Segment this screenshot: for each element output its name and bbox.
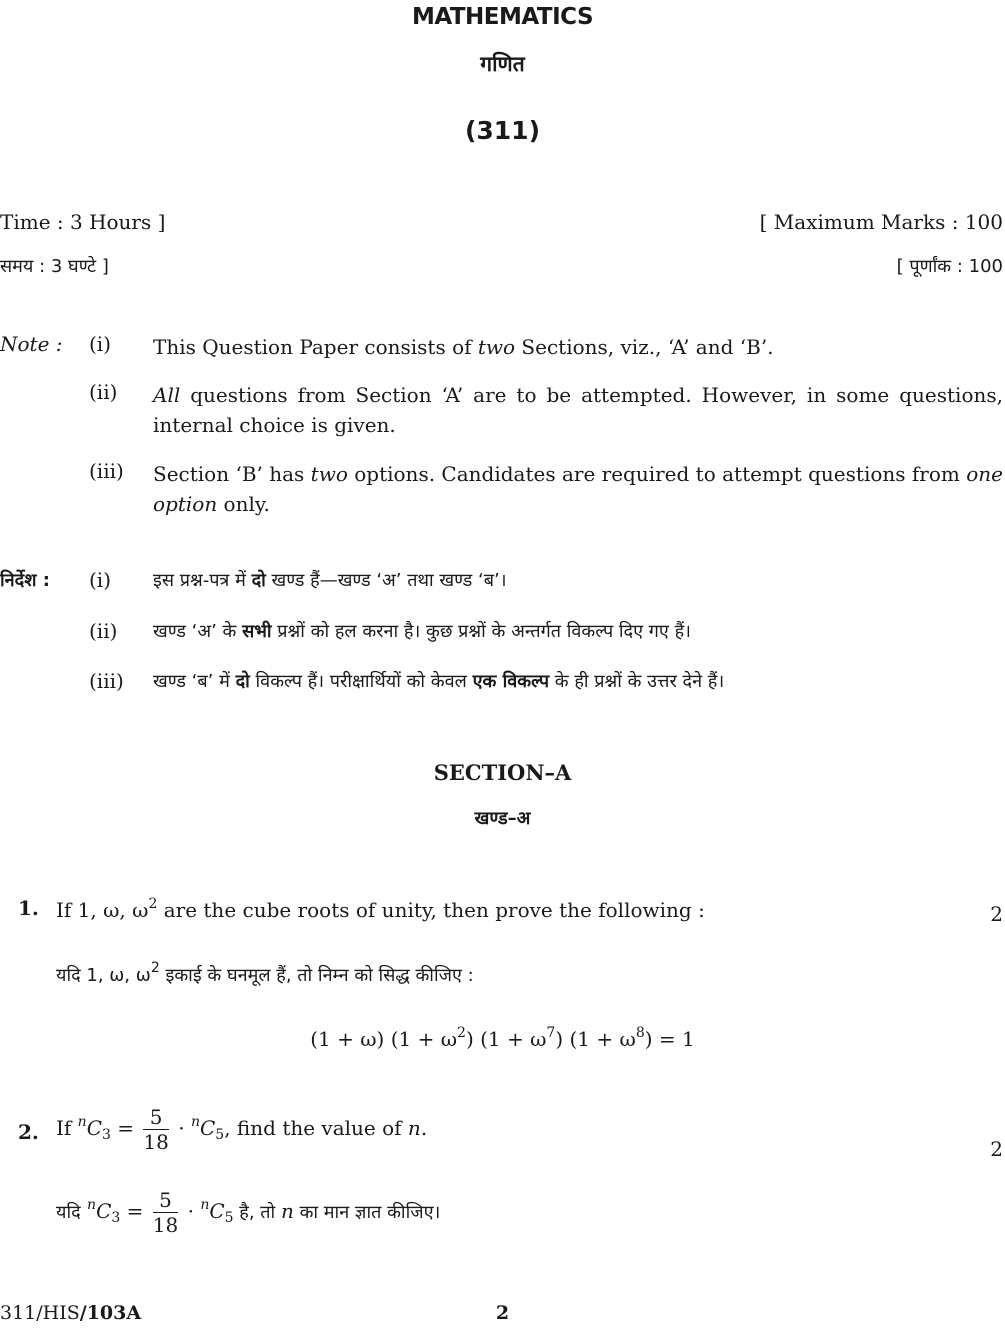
time-label-hindi: समय : 3 घण्टे ] <box>0 256 109 277</box>
paper-footer-code: 311/HIS/103A <box>0 1302 142 1324</box>
fraction: $\frac{5}{18}$ <box>152 1188 179 1237</box>
note-item-3: Section ‘B’ has two options. Candidates are required to attempt questions from one option only. <box>153 462 1003 516</box>
note-item-number: (iii) <box>89 459 124 483</box>
note-item-number: (ii) <box>89 380 118 404</box>
section-title-hindi: खण्ड–अ <box>474 808 531 829</box>
paper-title: MATHEMATICS <box>411 4 594 30</box>
paper-code: (311) <box>464 116 541 145</box>
question-marks: 2 <box>990 1137 1003 1161</box>
note-item-2: All questions from Section ‘A’ are to be attempted. However, in some questions, internal choice is given. <box>153 383 1003 437</box>
nirdesh-label: निर्देश : <box>0 570 50 591</box>
nirdesh-item-number: (i) <box>89 568 112 592</box>
nirdesh-item-number: (ii) <box>89 619 118 643</box>
question-2-text: If $^nC_3$ = $\frac{5}{18}$ · $^nC_5$, find the value of n. <box>56 1105 428 1154</box>
question-2-text-hindi: यदि $^nC_3$ = $\frac{5}{18}$ · $^nC_5$ है, तो n का मान ज्ञात कीजिए। <box>56 1188 441 1237</box>
section-title: SECTION–A <box>433 760 572 785</box>
fraction: $\frac{5}{18}$ <box>143 1105 169 1154</box>
question-1-equation: (1 + ω) $(1 + \omega^2)$ $(1 + \omega^7)$ $(1 + \omega^8) = 1$ <box>310 1025 695 1051</box>
nirdesh-item-2: खण्ड ‘अ’ के सभी प्रश्नों को हल करना है। कुछ प्रश्नों के अन्तर्गत विकल्प दिए गए हैं। <box>153 621 691 642</box>
note-item-number: (i) <box>89 332 112 356</box>
nirdesh-item-number: (iii) <box>89 669 124 693</box>
time-label: Time : 3 Hours ] <box>0 210 166 234</box>
note-label: Note : <box>0 332 63 356</box>
question-number: 2. <box>18 1120 39 1144</box>
question-1-text-hindi: यदि 1, ω, $\omega^2$ इकाई के घनमूल हैं, तो निम्न को सिद्ध कीजिए : <box>56 960 474 986</box>
max-marks-label-hindi: [ पूर्णांक : 100 <box>896 256 1003 277</box>
note-item-1: This Question Paper consists of two Sections, viz., ‘A’ and ‘B’. <box>153 335 774 359</box>
max-marks-label: [ Maximum Marks : 100 <box>759 210 1003 234</box>
page-number: 2 <box>495 1302 510 1324</box>
nirdesh-item-1: इस प्रश्न-पत्र में दो खण्ड हैं—खण्ड ‘अ’ तथा खण्ड ‘ब’। <box>153 570 507 591</box>
question-number: 1. <box>18 896 39 920</box>
question-marks: 2 <box>990 902 1003 926</box>
question-1-text: If 1, ω, $\omega^2$ are the cube roots of unity, then prove the following : <box>56 896 705 922</box>
paper-title-hindi: गणित <box>480 52 525 76</box>
nirdesh-item-3: खण्ड ‘ब’ में दो विकल्प हैं। परीक्षार्थियों को केवल एक विकल्प के ही प्रश्नों के उत्तर देने हैं। <box>153 671 725 692</box>
